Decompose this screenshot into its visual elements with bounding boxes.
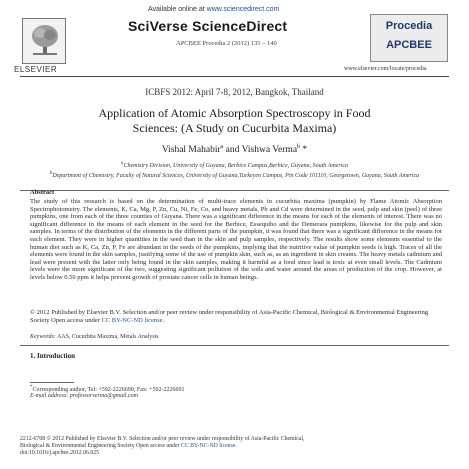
journal-cover-box [370, 14, 448, 62]
footer-doi[interactable]: doi:10.1016/j.apcbee.2012.06.025 [20, 450, 100, 456]
author-list [0, 144, 469, 155]
keywords-label: Keywords: [30, 334, 56, 340]
article-header [0, 0, 469, 95]
affiliation-b: $^b$Department of Chemistry, Faculty of Natural Sciences, University of Guyana,Turkeyen Campus, Pin Code 101110, Georgetown, Guyana, South America [49, 171, 420, 179]
page-footer [20, 436, 450, 457]
available-online [148, 6, 279, 13]
copyright-text: © 2012 Published by Elsevier B.V. Selection and/or peer review under responsibility of Asia-Pacific Chemical, Biological & Environmental Engineering Society [30, 309, 429, 324]
copyright-statement [30, 309, 442, 324]
article-title [40, 106, 429, 136]
section-heading-introduction: 1. Introduction [30, 352, 75, 360]
author-2: and Vishwa Verma [223, 145, 298, 156]
elsevier-wordmark: ELSEVIER [14, 65, 58, 74]
abstract-top-divider [20, 190, 449, 191]
conference-line: ICBFS 2012: April 7-8, 2012, Bangkok, Thailand [145, 87, 324, 97]
footnote-corresponding: *Corresponding author, Tel: +592-2226690; Fax: +592-2226691 [30, 385, 185, 393]
footnote-divider [30, 382, 74, 383]
footer-line-2: Biological & Environmental Engineering Society Open access under CC BY-NC-ND license. [20, 443, 237, 449]
license-link[interactable]: CC BY-NC-ND license. [101, 316, 165, 324]
footer-line-1: 2212-6708 © 2012 Published by Elsevier B.V. Selection and/or peer review under responsibility of Asia-Pacific Chemical, [20, 436, 305, 442]
available-prefix: Available online at [148, 6, 207, 13]
sciencedirect-link[interactable]: www.sciencedirect.com [206, 6, 280, 13]
open-access-text: Open access under [51, 316, 102, 324]
abstract-bottom-divider [20, 345, 449, 346]
journal-name-line2: APCBEE [386, 39, 432, 51]
title-line-2: Sciences: (A Study on Cucurbita Maxima) [132, 121, 337, 135]
author-1-sup: a [220, 144, 224, 150]
footnote-email: E-mail address: professorverma@gmail.com [30, 393, 138, 399]
affiliations [40, 160, 429, 180]
abstract-heading: Abstract [30, 189, 55, 196]
footer-license-link[interactable]: CC BY-NC-ND license. [180, 443, 237, 449]
elsevier-logo [22, 18, 66, 64]
author-2-sup: b [297, 144, 301, 150]
keywords-list: AAS, Cucurbita Maxima, Metals Analysis [55, 334, 159, 340]
sciverse-title: SciVerse ScienceDirect [128, 18, 288, 34]
keywords-line [30, 334, 159, 340]
journal-url[interactable]: www.elsevier.com/locate/procedia [344, 66, 427, 72]
corresponding-mark: * [300, 145, 308, 156]
affiliation-a: $^a$Chemistry Division, University of Guyana, Berbice Campus,Berbice, Guyana, South America [120, 161, 349, 169]
abstract-body: The study of this research is based on the determination of multi-trace elements in cucurbita maxima (pumpkin) by Flame Atomic Absorption Spectrophotometry. The elements, K, Ca, Mg, P, Zn, Cu, Ni, Fe, Co, and heavy metals, Pb and Cd were determined in the seed, pulp and skin (peel) of three pumpkins, one from each of the three counties of Guyana. There was a significant difference in the means for each of the elements of interest. There was no significant difference in the means of each element in the seed for the Berbice, Essequibo and the Demerara pumpkins, likewise for the pulp and skin samples. In terms of the distribution of the elements in the different parts of the pumpkin, it was found that there was a significant difference in the means for each element. They were in higher quantities in the seed than in the skin and pulp samples, respectively. The results show some elements essential to the human diet such as K, Ca, Zn, P, Fe are abundant in the seeds of the pumpkins, implying that the nutritive value of pumpkin seeds is high. Traces of all the elements were found in the skin samples, justifying some of the use of pumpkin skin, such as, as an ingredient in skin creams. The heavy metals cadmium and lead were present with the latter only being found in the skin samples, making it harmful as a food since lead is toxic at even small levels. The Cadmium levels were the more significant of the two, suggesting significant pollution of the soils and water around the areas of production of the crop. However, at levels below 0.50 ppm it helps prevent growth of prostate cancer cells in human beings. [30, 198, 442, 281]
title-line-1: Application of Atomic Absorption Spectroscopy in Food [98, 106, 371, 120]
author-1: Vishal Mahabir [161, 145, 221, 156]
journal-citation: APCBEE Procedia 2 (2012) 135 – 140 [176, 40, 277, 47]
header-divider [20, 76, 449, 77]
elsevier-tree-icon [29, 23, 61, 57]
journal-name-line1: Procedia [385, 20, 433, 32]
